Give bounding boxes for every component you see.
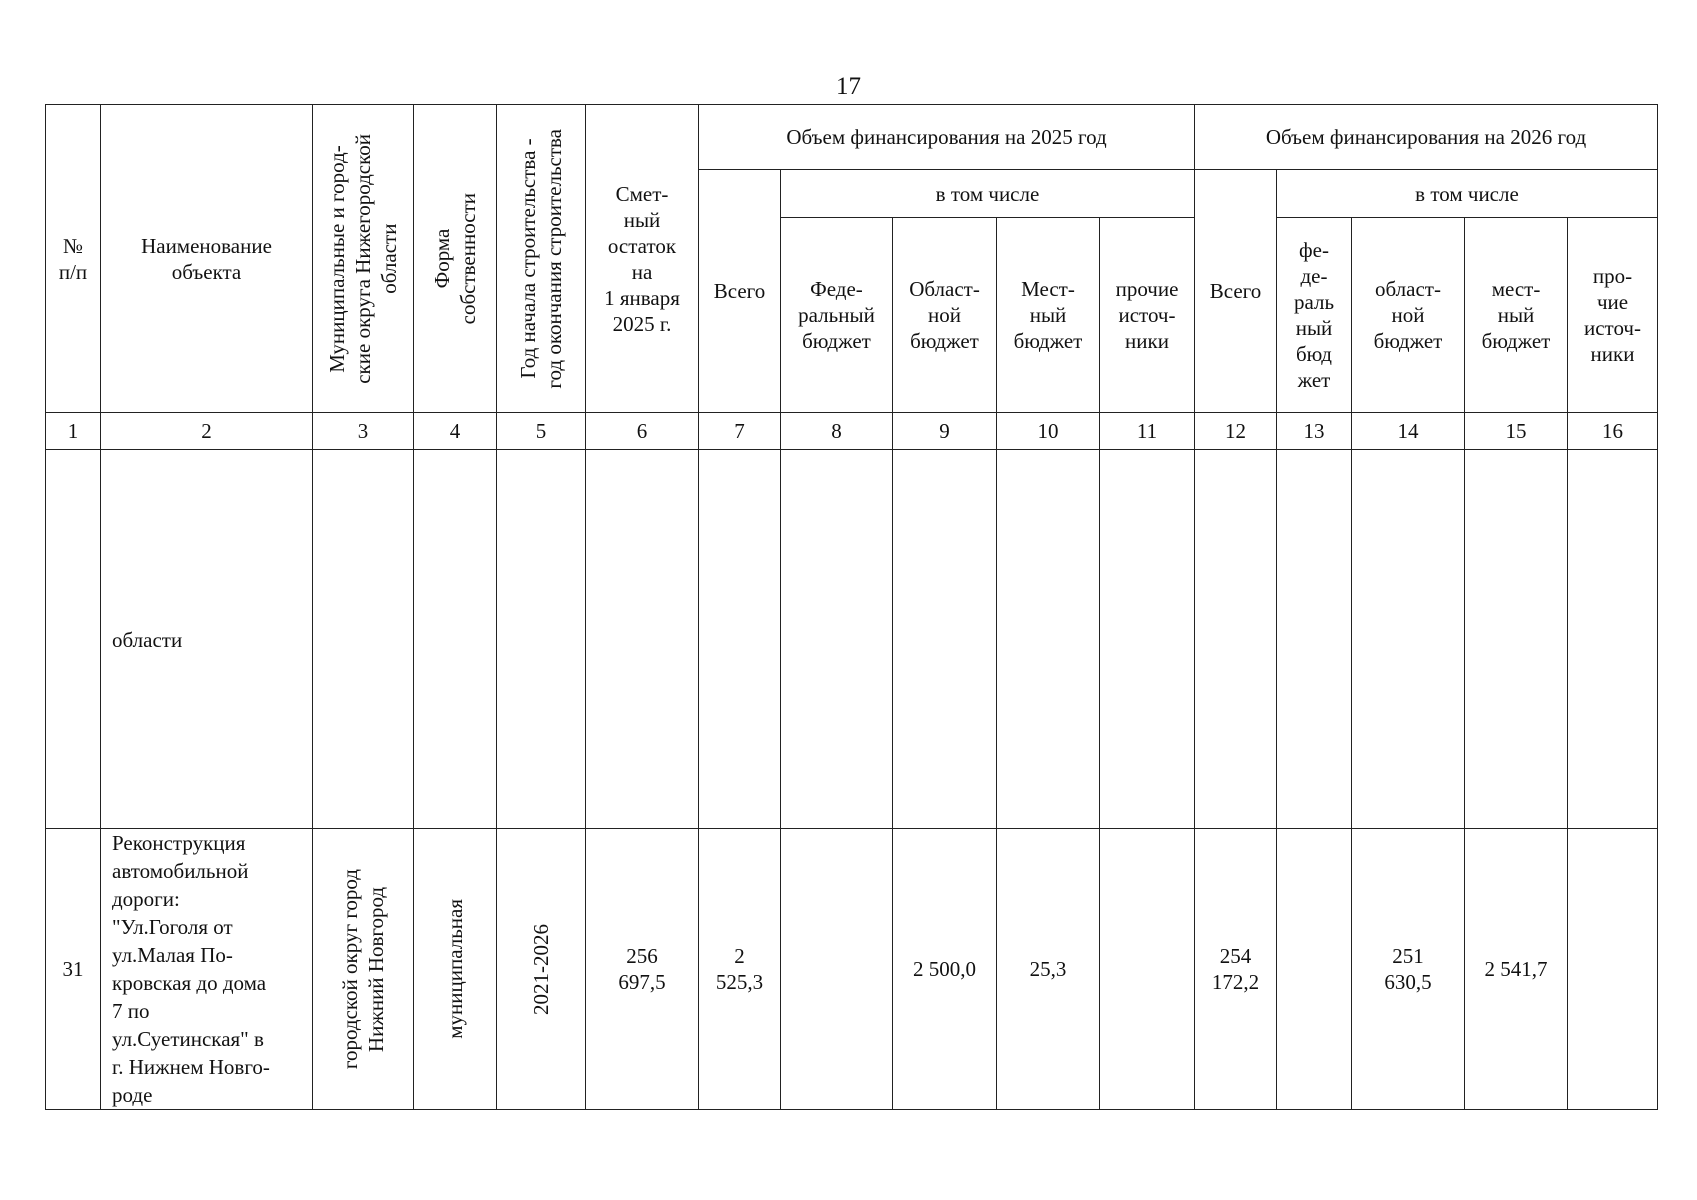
column-number: 15 [1465, 413, 1568, 450]
cell-empty [1277, 450, 1352, 829]
cell-empty [313, 450, 414, 829]
header-municipality [313, 105, 414, 413]
cell-empty [497, 450, 586, 829]
regional-2026: 251 630,5 [1352, 829, 1465, 1110]
header-construction-years [497, 105, 586, 413]
regional-2025: 2 500,0 [893, 829, 997, 1110]
column-numbers-row [46, 413, 1658, 450]
other-2025 [1100, 829, 1195, 1110]
header-ownership-text: Форма собственности [430, 192, 480, 325]
ownership-cell [414, 829, 497, 1110]
column-number: 11 [1100, 413, 1195, 450]
financing-table [45, 104, 1658, 1110]
construction-years-cell [497, 829, 586, 1110]
header-local-2026: мест- ный бюджет [1465, 218, 1568, 413]
header-estimated-balance: Смет- ный остаток на 1 января 2025 г. [586, 105, 699, 413]
row-number: 31 [46, 829, 101, 1110]
total-2025: 2 525,3 [699, 829, 781, 1110]
column-number: 14 [1352, 413, 1465, 450]
header-regional-2026: област- ной бюджет [1352, 218, 1465, 413]
header-local-2025: Мест- ный бюджет [997, 218, 1100, 413]
total-2026: 254 172,2 [1195, 829, 1277, 1110]
cell-empty [1568, 450, 1658, 829]
page-number: 17 [836, 73, 861, 100]
continuation-object-name: области [101, 450, 313, 829]
continuation-row [46, 450, 1658, 829]
column-number: 10 [997, 413, 1100, 450]
column-number: 4 [414, 413, 497, 450]
header-federal-2025: Феде- ральный бюджет [781, 218, 893, 413]
construction-years-text: 2021-2026 [529, 923, 553, 1015]
federal-2026 [1277, 829, 1352, 1110]
cell-empty [46, 450, 101, 829]
column-number: 13 [1277, 413, 1352, 450]
cell-empty [1465, 450, 1568, 829]
column-number: 8 [781, 413, 893, 450]
header-financing-2025: Объем финансирования на 2025 год [699, 105, 1195, 170]
header-other-2026: про- чие источ- ники [1568, 218, 1658, 413]
municipality-text: городской округ город Нижний Новгород [338, 868, 388, 1070]
header-ownership [414, 105, 497, 413]
cell-empty [997, 450, 1100, 829]
cell-empty [414, 450, 497, 829]
header-including-2025: в том числе [781, 170, 1195, 218]
header-including-2026: в том числе [1277, 170, 1658, 218]
cell-empty [1100, 450, 1195, 829]
column-number: 9 [893, 413, 997, 450]
header-num: № п/п [46, 105, 101, 413]
column-number: 3 [313, 413, 414, 450]
municipality-cell [313, 829, 414, 1110]
header-other-2025: прочие источ- ники [1100, 218, 1195, 413]
header-object-name: Наименование объекта [101, 105, 313, 413]
local-2025: 25,3 [997, 829, 1100, 1110]
column-number: 16 [1568, 413, 1658, 450]
column-number: 12 [1195, 413, 1277, 450]
column-number: 2 [101, 413, 313, 450]
cell-empty [699, 450, 781, 829]
cell-empty [1352, 450, 1465, 829]
header-regional-2025: Област- ной бюджет [893, 218, 997, 413]
cell-empty [781, 450, 893, 829]
column-number: 1 [46, 413, 101, 450]
other-2026 [1568, 829, 1658, 1110]
column-number: 7 [699, 413, 781, 450]
cell-empty [1195, 450, 1277, 829]
header-financing-2026: Объем финансирования на 2026 год [1195, 105, 1658, 170]
header-total-2025: Всего [699, 170, 781, 413]
ownership-text: муниципальная [443, 899, 467, 1039]
table-row-31 [46, 829, 1658, 1110]
federal-2025 [781, 829, 893, 1110]
estimated-balance: 256 697,5 [586, 829, 699, 1110]
header-total-2026: Всего [1195, 170, 1277, 413]
header-federal-2026: фе- де- раль ный бюд жет [1277, 218, 1352, 413]
column-number: 5 [497, 413, 586, 450]
header-municipality-text: Муниципальные и город- ские округа Нижегородской области [325, 133, 401, 384]
column-number: 6 [586, 413, 699, 450]
local-2026: 2 541,7 [1465, 829, 1568, 1110]
cell-empty [893, 450, 997, 829]
header-construction-years-text: Год начала строительства - год окончания строительства [516, 128, 566, 389]
header-row-1 [46, 105, 1658, 170]
cell-empty [586, 450, 699, 829]
object-name: Реконструкция автомобильной дороги: "Ул.Гоголя от ул.Малая По- кровская до дома 7 по ул.Суетинская" в г. Нижнем Новго- роде [101, 829, 313, 1110]
